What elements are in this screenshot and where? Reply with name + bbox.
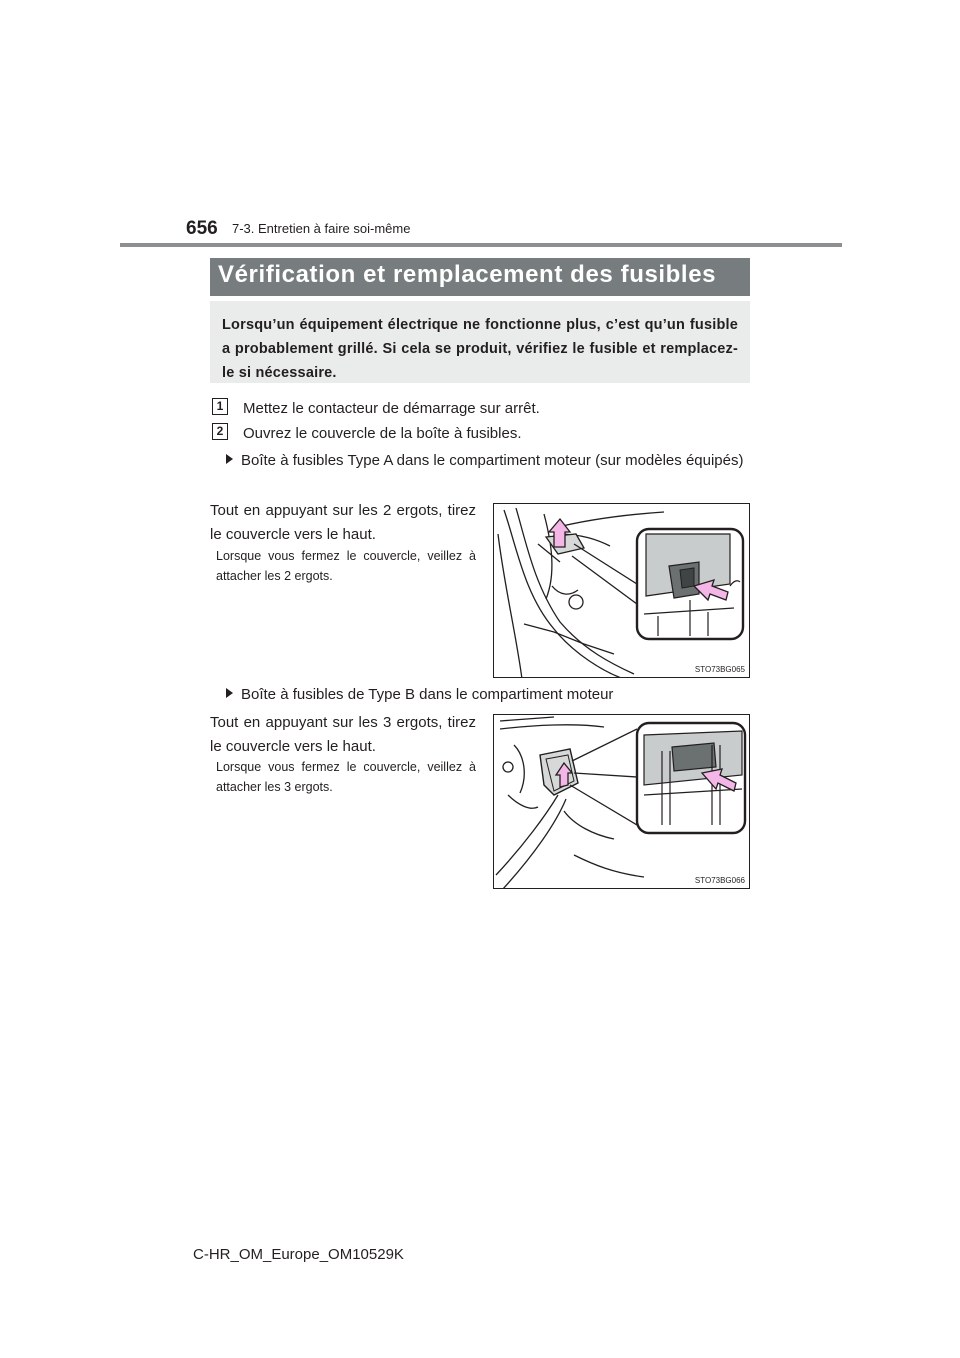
page-title: Vérification et remplacement des fusibles [218, 261, 717, 288]
bullet-type-a-text: Boîte à fusibles Type A dans le compartiment moteur (sur modèles équipés) [241, 452, 744, 469]
instruction-type-b: Tout en appuyant sur les 3 ergots, tirez le couvercle vers le haut. [210, 714, 476, 755]
figure-type-b-code: STO73BG066 [694, 876, 745, 885]
bullet-type-a [226, 449, 746, 473]
step-1-text: Mettez le contacteur de démarrage sur arrêt. [243, 400, 540, 417]
figure-type-a-illustration [494, 504, 750, 678]
figure-type-a [493, 503, 750, 678]
section-header: 7-3. Entretien à faire soi-même [232, 221, 411, 236]
step-2-badge: 2 [212, 423, 228, 440]
figure-type-b [493, 714, 750, 889]
instruction-type-a: Tout en appuyant sur les 2 ergots, tirez le couvercle vers le haut. [210, 502, 476, 543]
page-number: 656 [186, 218, 218, 239]
header-rule [120, 243, 842, 247]
note-type-b: Lorsque vous fermez le couvercle, veillez à attacher les 3 ergots. [216, 760, 476, 794]
note-type-a: Lorsque vous fermez le couvercle, veillez à attacher les 2 ergots. [216, 549, 476, 583]
bullet-type-b [226, 683, 746, 707]
figure-type-a-code: STO73BG065 [694, 665, 745, 674]
step-1-badge: 1 [212, 398, 228, 415]
bullet-triangle-icon [226, 454, 233, 464]
bullet-triangle-icon [226, 688, 233, 698]
figure-type-b-illustration [494, 715, 750, 889]
intro-text: Lorsqu’un équipement électrique ne fonctionne plus, c’est qu’un fusible a probablement grillé. Si cela se produit, vérifiez le fusible et remplacez-le si nécessaire. [222, 317, 738, 381]
bullet-type-b-text: Boîte à fusibles de Type B dans le compartiment moteur [241, 686, 614, 703]
step-2-text: Ouvrez le couvercle de la boîte à fusibles. [243, 425, 522, 442]
footer-document-id: C-HR_OM_Europe_OM10529K [193, 1246, 404, 1263]
